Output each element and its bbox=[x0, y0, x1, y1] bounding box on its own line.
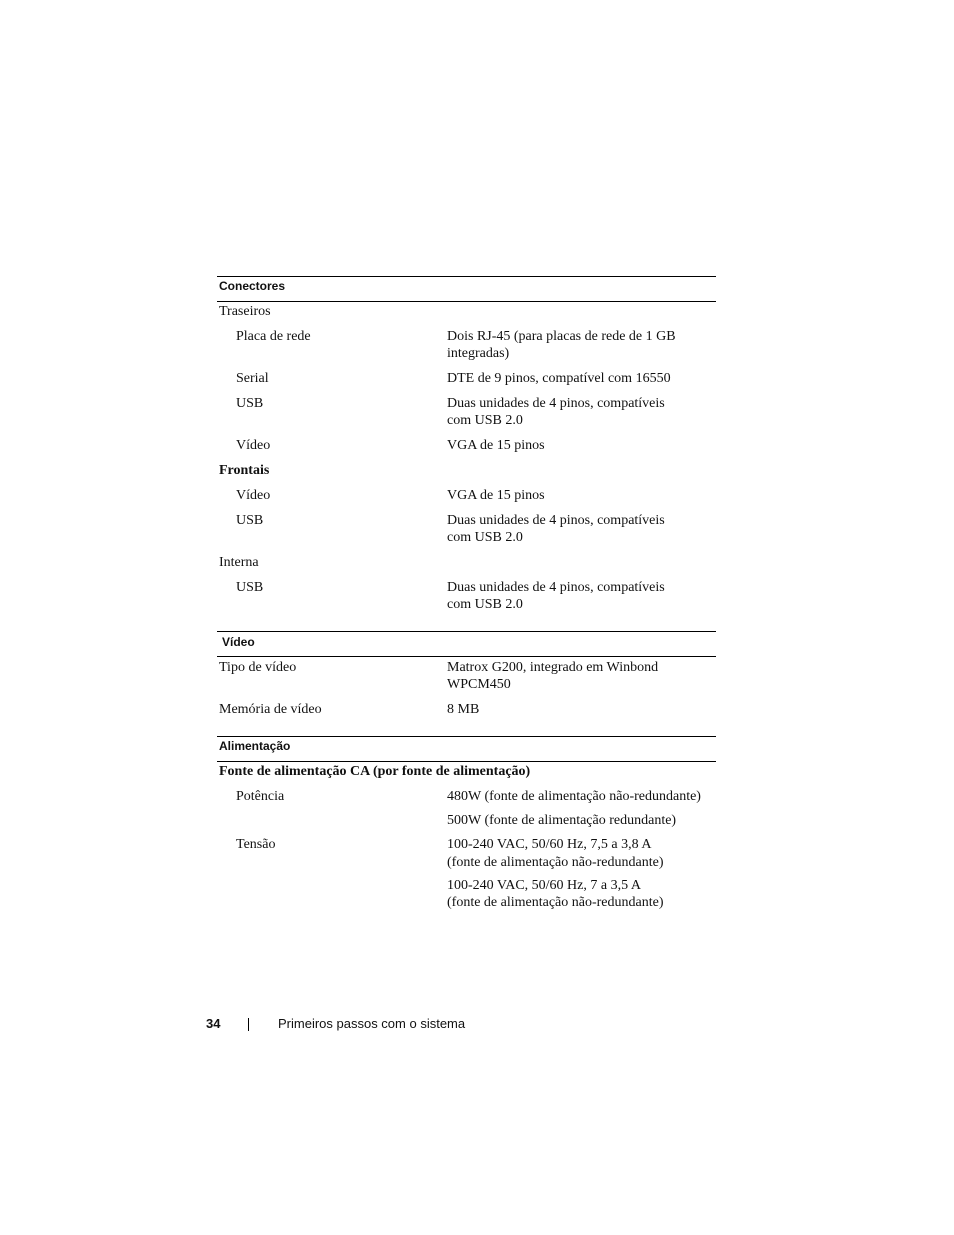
group-label-traseiros: Traseiros bbox=[219, 304, 271, 319]
row-value-tipo-de-video-line2: WPCM450 bbox=[447, 677, 511, 692]
row-label-usb-interna: USB bbox=[236, 580, 264, 595]
row-value-tensao-1-line1: 100-240 VAC, 50/60 Hz, 7,5 a 3,8 A bbox=[447, 837, 652, 852]
row-value-usb-traseiro-line2: com USB 2.0 bbox=[447, 413, 523, 428]
page-number: 34 bbox=[206, 1016, 221, 1031]
section-rule-bottom-alimentacao bbox=[217, 761, 716, 762]
section-title-video: Vídeo bbox=[222, 635, 255, 649]
row-value-potencia-1: 480W (fonte de alimentação não-redundante) bbox=[447, 789, 701, 804]
row-value-video-traseiro: VGA de 15 pinos bbox=[447, 438, 545, 453]
section-rule-top-conectores bbox=[217, 276, 716, 277]
row-value-memoria-de-video: 8 MB bbox=[447, 702, 480, 717]
row-value-usb-interna-line2: com USB 2.0 bbox=[447, 597, 523, 612]
section-title-conectores: Conectores bbox=[219, 279, 286, 293]
row-label-serial: Serial bbox=[236, 371, 269, 386]
row-value-usb-frontal-line2: com USB 2.0 bbox=[447, 530, 523, 545]
row-value-placa-de-rede-line1: Dois RJ-45 (para placas de rede de 1 GB bbox=[447, 329, 676, 344]
group-label-frontais: Frontais bbox=[219, 463, 270, 478]
row-value-placa-de-rede-line2: integradas) bbox=[447, 346, 510, 361]
footer-title: Primeiros passos com o sistema bbox=[278, 1016, 466, 1031]
row-value-usb-frontal-line1: Duas unidades de 4 pinos, compatíveis bbox=[447, 513, 665, 528]
section-rule-top-video bbox=[217, 631, 716, 632]
row-label-video-frontal: Vídeo bbox=[236, 488, 271, 503]
row-value-tensao-2-line2: (fonte de alimentação não-redundante) bbox=[447, 895, 664, 910]
section-rule-top-alimentacao bbox=[217, 736, 716, 737]
row-value-video-frontal: VGA de 15 pinos bbox=[447, 488, 545, 503]
section-rule-bottom-video bbox=[217, 656, 716, 657]
footer-divider bbox=[248, 1018, 249, 1031]
row-label-potencia: Potência bbox=[236, 789, 285, 804]
row-value-tensao-2-line1: 100-240 VAC, 50/60 Hz, 7 a 3,5 A bbox=[447, 878, 641, 893]
row-label-tensao: Tensão bbox=[236, 837, 276, 852]
row-value-serial: DTE de 9 pinos, compatível com 16550 bbox=[447, 371, 671, 386]
group-label-fonte-de-alimentacao: Fonte de alimentação CA (por fonte de alimentação) bbox=[219, 764, 531, 779]
row-label-usb-traseiro: USB bbox=[236, 396, 264, 411]
row-value-usb-traseiro-line1: Duas unidades de 4 pinos, compatíveis bbox=[447, 396, 665, 411]
section-rule-bottom-conectores bbox=[217, 301, 716, 302]
row-label-memoria-de-video: Memória de vídeo bbox=[219, 702, 322, 717]
section-title-alimentacao: Alimentação bbox=[219, 739, 291, 753]
row-label-tipo-de-video: Tipo de vídeo bbox=[219, 660, 297, 675]
row-value-tensao-1-line2: (fonte de alimentação não-redundante) bbox=[447, 855, 664, 870]
row-value-potencia-2: 500W (fonte de alimentação redundante) bbox=[447, 813, 677, 828]
row-value-usb-interna-line1: Duas unidades de 4 pinos, compatíveis bbox=[447, 580, 665, 595]
row-label-usb-frontal: USB bbox=[236, 513, 264, 528]
group-label-interna: Interna bbox=[219, 555, 259, 570]
row-label-placa-de-rede: Placa de rede bbox=[236, 329, 311, 344]
row-value-tipo-de-video-line1: Matrox G200, integrado em Winbond bbox=[447, 660, 659, 675]
row-label-video-traseiro: Vídeo bbox=[236, 438, 271, 453]
